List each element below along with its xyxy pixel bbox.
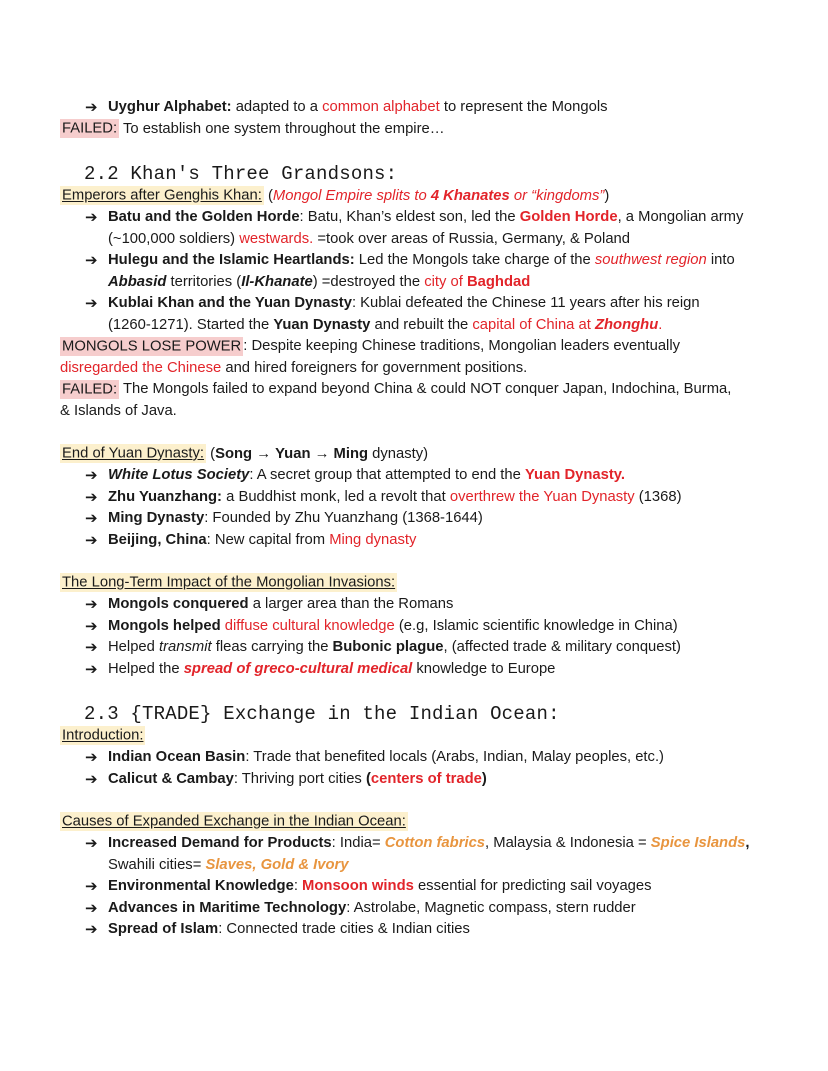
text-run: Cotton fabrics <box>384 835 486 851</box>
text-line <box>108 272 802 294</box>
text-run: , <box>745 835 750 851</box>
text-run: Zhu Yuanzhang: <box>108 488 222 505</box>
arrow-bullet-icon: ➔ <box>85 596 98 613</box>
text-run: Hulegu and the Islamic Heartlands: <box>108 252 355 268</box>
text-run: : India= <box>331 835 385 851</box>
text-run: Ming Dynasty <box>108 510 205 526</box>
text-run: (1368) <box>634 488 682 505</box>
text-line <box>108 747 802 769</box>
text-run: ( <box>206 445 216 462</box>
text-run: spread of greco-cultural medical <box>183 660 413 677</box>
arrow-bullet-icon: ➔ <box>85 770 98 788</box>
bullet-item <box>60 465 802 487</box>
text-run: capital of China at <box>472 316 595 333</box>
paragraph <box>60 444 802 466</box>
bullet-item <box>60 898 802 920</box>
text-run: Yuan <box>275 445 311 462</box>
text-run: Golden Horde <box>519 209 618 225</box>
text-run: : A secret group that attempted to end the <box>249 467 525 483</box>
text-run: : Despite keeping Chinese traditions, Mongolian leaders eventually <box>243 338 681 354</box>
text-run: southwest region <box>594 252 707 268</box>
paragraph <box>60 812 802 834</box>
paragraph <box>60 573 802 595</box>
arrow-bullet-icon: ➔ <box>85 660 98 678</box>
text-run: knowledge to Europe <box>412 660 556 677</box>
text-run: Baghdad <box>466 273 531 290</box>
text-run: disregarded the Chinese <box>60 359 222 376</box>
text-line <box>108 293 802 315</box>
arrow-bullet-icon: ➔ <box>85 252 98 269</box>
text-run: MONGOLS LOSE POWER <box>62 338 242 354</box>
text-run: Indian Ocean Basin <box>108 749 246 765</box>
text-run: End of Yuan Dynasty: <box>62 445 205 462</box>
text-run: adapted to a <box>231 99 323 115</box>
section-heading: 2.2 Khan's Three Grandsons: <box>84 162 398 185</box>
text-run: a larger area than the Romans <box>248 596 454 612</box>
text-run: : New capital from <box>206 531 330 548</box>
text-run: ( <box>365 770 371 787</box>
text-run: Calicut & Cambay <box>108 770 234 787</box>
bullet-item <box>60 530 802 552</box>
arrow-bullet-icon: ➔ <box>85 531 98 549</box>
arrow-bullet-icon: ➔ <box>85 467 98 484</box>
text-run: Ming <box>333 445 369 462</box>
text-run: ) =destroyed the <box>312 273 425 290</box>
text-run: Spice Islands <box>650 835 746 851</box>
text-line <box>108 487 802 509</box>
text-run: : Batu, Khan’s eldest son, led the <box>299 209 520 225</box>
text-line <box>108 315 802 337</box>
text-run: Yuan Dynasty <box>273 316 371 333</box>
text-run: Ming dynasty <box>329 531 417 548</box>
text-line <box>108 530 802 552</box>
text-line <box>60 379 802 401</box>
text-run: (1260-1271). Started the <box>108 316 274 333</box>
text-line <box>108 508 802 530</box>
arrow-bullet-icon: ➔ <box>85 617 98 635</box>
text-line <box>60 401 802 423</box>
text-run: : Thriving port cities <box>233 770 366 787</box>
arrow-bullet-icon: ➔ <box>85 835 98 852</box>
text-run: (~100,000 soldiers) <box>108 230 240 247</box>
arrow-bullet-icon: ➔ <box>85 749 98 766</box>
text-run: Helped <box>108 639 160 655</box>
text-run: fleas carrying the <box>211 639 333 655</box>
text-run: Abbasid <box>108 273 167 290</box>
line-spacer <box>60 422 802 444</box>
text-run: transmit <box>159 639 212 655</box>
text-run: → <box>310 445 334 462</box>
text-run: FAILED: <box>62 120 118 137</box>
arrow-bullet-icon: ➔ <box>85 295 98 312</box>
text-line <box>108 594 802 616</box>
text-line <box>60 358 802 380</box>
text-run: , Malaysia & Indonesia = <box>485 835 651 851</box>
line-spacer <box>60 140 802 162</box>
bullet-item <box>60 487 802 509</box>
document-content <box>60 97 802 941</box>
text-run: Slaves, Gold & Ivory <box>205 856 349 873</box>
bullet-item <box>60 508 802 530</box>
text-run: Causes of Expanded Exchange in the Indian Ocean: <box>62 813 406 830</box>
text-run: Led the Mongols take charge of the <box>354 252 595 268</box>
text-run: and rebuilt the <box>370 316 473 333</box>
arrow-bullet-icon: ➔ <box>85 209 98 226</box>
text-run: Mongols conquered <box>108 596 249 612</box>
arrow-bullet-icon: ➔ <box>85 878 98 895</box>
line-spacer <box>60 680 802 702</box>
text-run: Advances in Maritime Technology <box>108 899 347 916</box>
text-run: essential for predicting sail voyages <box>413 878 652 894</box>
text-run: Beijing, China <box>108 531 207 548</box>
text-line <box>108 769 802 791</box>
bullet-item <box>60 876 802 898</box>
text-run: Zhonghu <box>594 316 659 333</box>
bullet-item <box>60 919 802 941</box>
bullet-item <box>60 747 802 769</box>
text-run: → <box>252 445 276 462</box>
text-run: To establish one system throughout the empire… <box>119 120 445 137</box>
text-run: overthrew the Yuan Dynasty <box>449 488 635 505</box>
arrow-bullet-icon: ➔ <box>85 488 98 506</box>
paragraph <box>60 119 802 141</box>
text-run: dynasty) <box>368 445 429 462</box>
text-run: ) <box>604 187 610 204</box>
paragraph <box>60 336 802 379</box>
text-line <box>108 616 802 638</box>
arrow-bullet-icon: ➔ <box>85 899 98 917</box>
text-run: Mongol Empire splits to <box>272 187 431 204</box>
paragraph <box>60 726 802 748</box>
bullet-item <box>60 616 802 638</box>
text-line <box>108 876 802 898</box>
text-run: & Islands of Java. <box>60 402 177 419</box>
text-run: (e.g, Islamic scientific knowledge in China) <box>394 617 678 634</box>
text-line <box>108 229 802 251</box>
text-run: The Long-Term Impact of the Mongolian Invasions: <box>62 574 396 591</box>
bullet-item <box>60 293 802 336</box>
text-run: territories ( <box>166 273 242 290</box>
text-line <box>108 250 802 272</box>
text-run: , (affected trade & military conquest) <box>443 639 681 655</box>
text-line <box>108 659 802 681</box>
bullet-item <box>60 207 802 250</box>
text-line <box>60 336 802 358</box>
bullet-item <box>60 659 802 681</box>
bullet-item <box>60 769 802 791</box>
text-line <box>60 119 802 141</box>
text-line <box>108 637 802 659</box>
text-run: FAILED: <box>62 381 118 397</box>
bullet-item <box>60 97 802 119</box>
paragraph <box>60 379 802 422</box>
line-spacer <box>60 790 802 812</box>
text-run: Uyghur Alphabet: <box>108 99 232 115</box>
text-run: Bubonic plague <box>332 639 444 655</box>
text-run: common alphabet <box>322 99 440 115</box>
text-run: ) <box>481 770 487 787</box>
paragraph <box>60 186 802 208</box>
text-run: Kublai Khan and the Yuan Dynasty <box>108 295 352 311</box>
text-line <box>108 898 802 920</box>
text-run: Yuan Dynasty. <box>524 467 626 483</box>
text-line <box>108 919 802 941</box>
bullet-item <box>60 637 802 659</box>
text-run: : Trade that benefited locals (Arabs, Indian, Malay peoples, etc.) <box>245 749 664 765</box>
text-run: to represent the Mongols <box>439 99 608 115</box>
text-run: city of <box>424 273 467 290</box>
text-run: Mongols helped <box>108 617 221 634</box>
text-line <box>108 855 802 877</box>
arrow-bullet-icon: ➔ <box>85 510 98 527</box>
text-run: Spread of Islam <box>108 921 219 937</box>
arrow-bullet-icon: ➔ <box>85 99 98 116</box>
arrow-bullet-icon: ➔ <box>85 921 98 938</box>
text-run: diffuse cultural knowledge <box>224 617 395 634</box>
text-run: Helped the <box>108 660 184 677</box>
text-run: Song <box>215 445 253 462</box>
text-line <box>108 97 802 119</box>
text-line <box>108 207 802 229</box>
text-run: Batu and the Golden Horde <box>108 209 300 225</box>
text-line <box>108 465 802 487</box>
text-line <box>60 726 802 748</box>
text-run: ( <box>263 187 273 204</box>
text-run: : Founded by Zhu Yuanzhang (1368-1644) <box>204 510 483 526</box>
text-run: Emperors after Genghis Khan: <box>62 187 262 204</box>
text-run: centers of trade <box>370 770 482 787</box>
text-line <box>108 833 802 855</box>
text-line <box>60 573 802 595</box>
text-run: Introduction: <box>62 727 144 744</box>
bullet-item <box>60 594 802 616</box>
text-run: Il-Khanate <box>241 273 313 290</box>
text-run: Monsoon winds <box>302 878 414 894</box>
section-heading: 2.3 {TRADE} Exchange in the Indian Ocean: <box>84 702 560 725</box>
text-line <box>60 444 802 466</box>
text-run: White Lotus Society <box>108 467 250 483</box>
text-line <box>60 186 802 208</box>
text-run: or “kingdoms” <box>509 187 605 204</box>
text-run: a Buddhist monk, led a revolt that <box>222 488 450 505</box>
arrow-bullet-icon: ➔ <box>85 639 98 656</box>
text-run: =took over areas of Russia, Germany, & Poland <box>313 230 631 247</box>
text-run: : Kublai defeated the Chinese 11 years after his reign <box>351 295 700 311</box>
text-run: 4 Khanates <box>430 187 510 204</box>
text-run: : <box>293 878 303 894</box>
text-run: and hired foreigners for government positions. <box>221 359 528 376</box>
text-run: : Connected trade cities & Indian cities <box>218 921 470 937</box>
text-run: Swahili cities= <box>108 856 206 873</box>
text-run: into <box>706 252 735 268</box>
text-run: , a Mongolian army <box>617 209 744 225</box>
text-run: Environmental Knowledge <box>108 878 294 894</box>
text-line <box>60 812 802 834</box>
text-run: . <box>658 316 663 333</box>
bullet-item <box>60 250 802 293</box>
text-run: westwards. <box>239 230 314 247</box>
text-run: : Astrolabe, Magnetic compass, stern rudder <box>346 899 636 916</box>
text-run: Increased Demand for Products <box>108 835 332 851</box>
line-spacer <box>60 551 802 573</box>
bullet-item <box>60 833 802 876</box>
text-run: The Mongols failed to expand beyond China & could NOT conquer Japan, Indochina, Burma, <box>119 381 732 397</box>
